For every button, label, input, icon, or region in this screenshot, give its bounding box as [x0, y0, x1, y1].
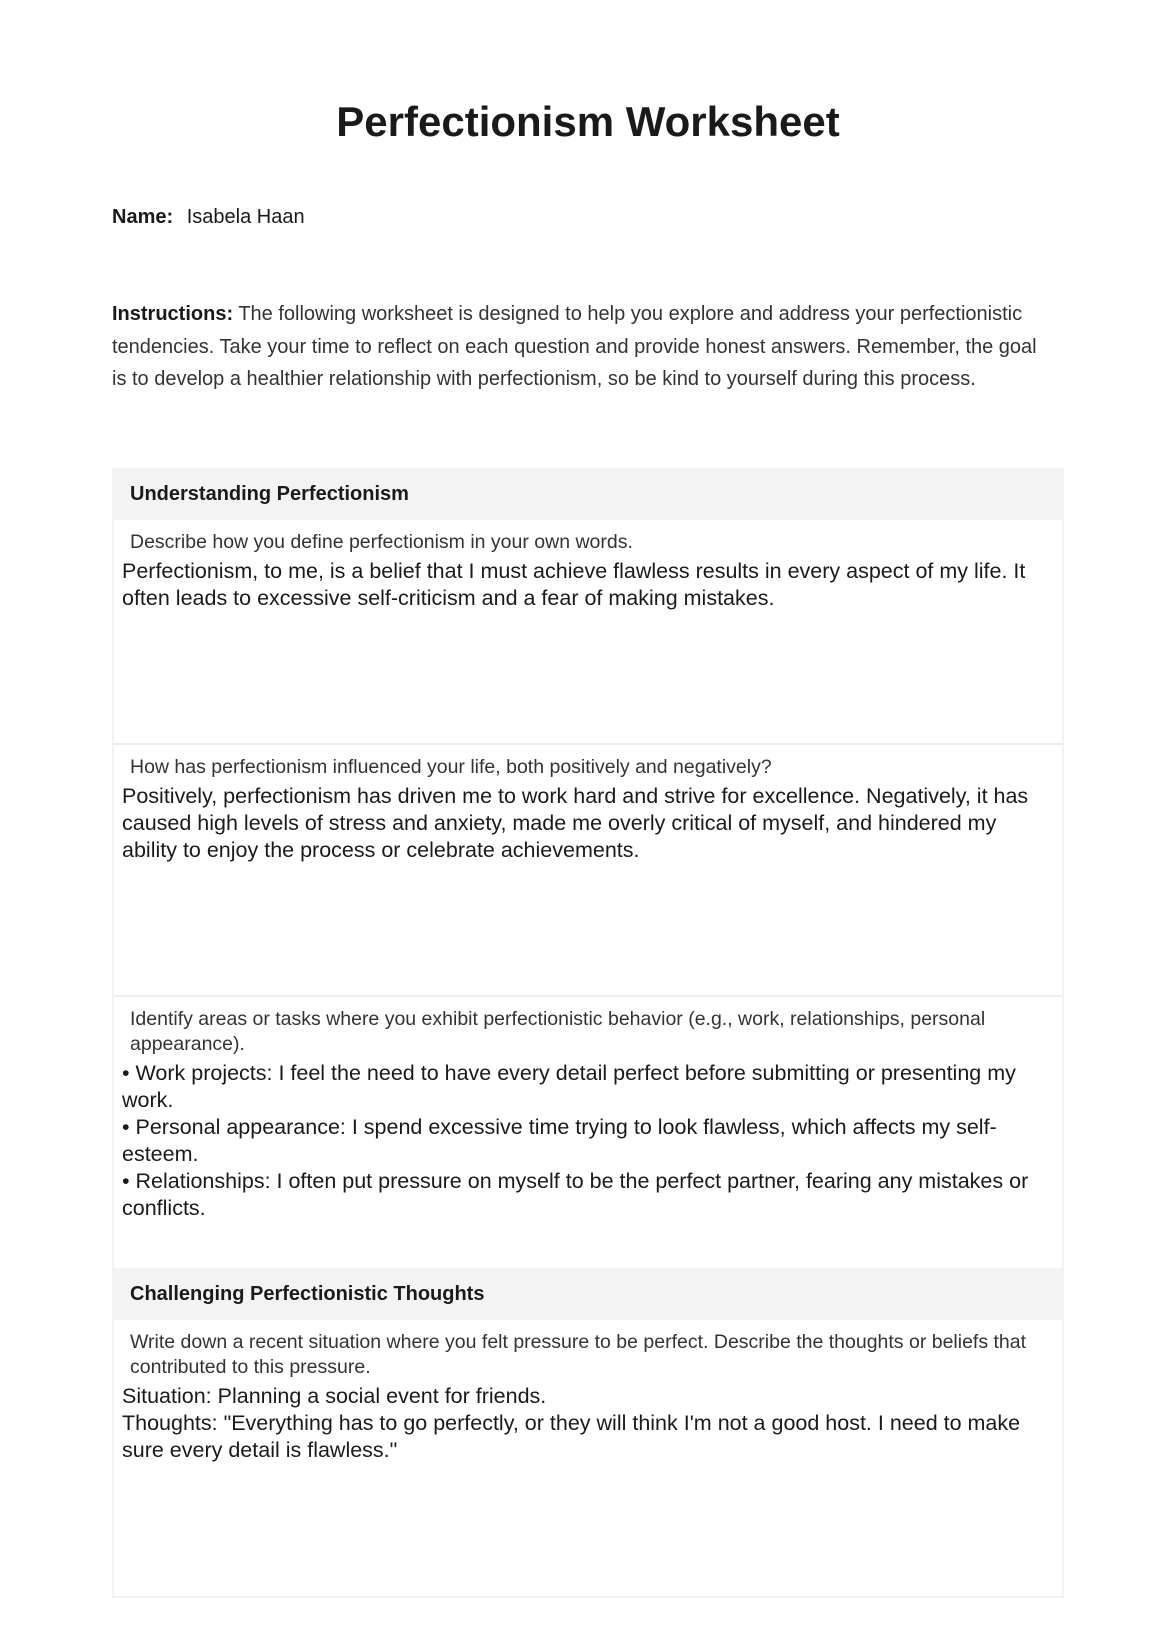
answer-text[interactable]: Situation: Planning a social event for friends. Thoughts: "Everything has to go perfectly, or they will think I'm not a good host. I need to make sure every detail is flawless."	[122, 1384, 1021, 1462]
answer-text[interactable]: • Work projects: I feel the need to have every detail perfect before submitting or presenting my work. • Personal appearance: I spend excessive time trying to look flawless, which affects my self-esteem. • Relationships: I often put pressure on myself to be the perfect partner, fearing any mistakes or conflicts.	[122, 1061, 1029, 1220]
question-row	[114, 520, 1062, 745]
page-title: Perfectionism Worksheet	[336, 98, 840, 145]
question-text: Write down a recent situation where you felt pressure to be perfect. Describe the thoughts or beliefs that contributed to this pressure.	[130, 1331, 1027, 1378]
instructions	[112, 298, 1052, 396]
question-row	[114, 1320, 1062, 1596]
name-field	[112, 206, 305, 229]
section-heading: Challenging Perfectionistic Thoughts	[114, 1268, 1062, 1320]
question-row	[114, 997, 1062, 1267]
instructions-label: Instructions:	[112, 303, 234, 325]
name-value: Isabela Haan	[186, 206, 305, 228]
answer-text[interactable]: Perfectionism, to me, is a belief that I must achieve flawless results in every aspect of my life. It often leads to excessive self-criticism and a fear of making mistakes.	[122, 559, 1026, 610]
section-challenging	[112, 1268, 1064, 1598]
section-understanding	[112, 468, 1064, 1286]
answer-text[interactable]: Positively, perfectionism has driven me to work hard and strive for excellence. Negatively, it has caused high levels of stress and anxiety, made me overly critical of myself, and hindered my ability to enjoy the process or celebrate achievements.	[122, 784, 1029, 862]
section-heading: Understanding Perfectionism	[114, 468, 1062, 520]
question-row	[114, 745, 1062, 997]
instructions-text: The following worksheet is designed to help you explore and address your perfectionistic tendencies. Take your time to reflect on each question and provide honest answers. Remember, the goal is to develop a healthier relationship with perfectionism, so be kind to yourself during this process.	[112, 303, 1037, 390]
name-label: Name:	[112, 206, 174, 228]
question-text: Identify areas or tasks where you exhibit perfectionistic behavior (e.g., work, relationships, personal appearance).	[130, 1008, 986, 1055]
question-text: Describe how you define perfectionism in your own words.	[130, 531, 633, 553]
question-text: How has perfectionism influenced your life, both positively and negatively?	[130, 756, 772, 778]
